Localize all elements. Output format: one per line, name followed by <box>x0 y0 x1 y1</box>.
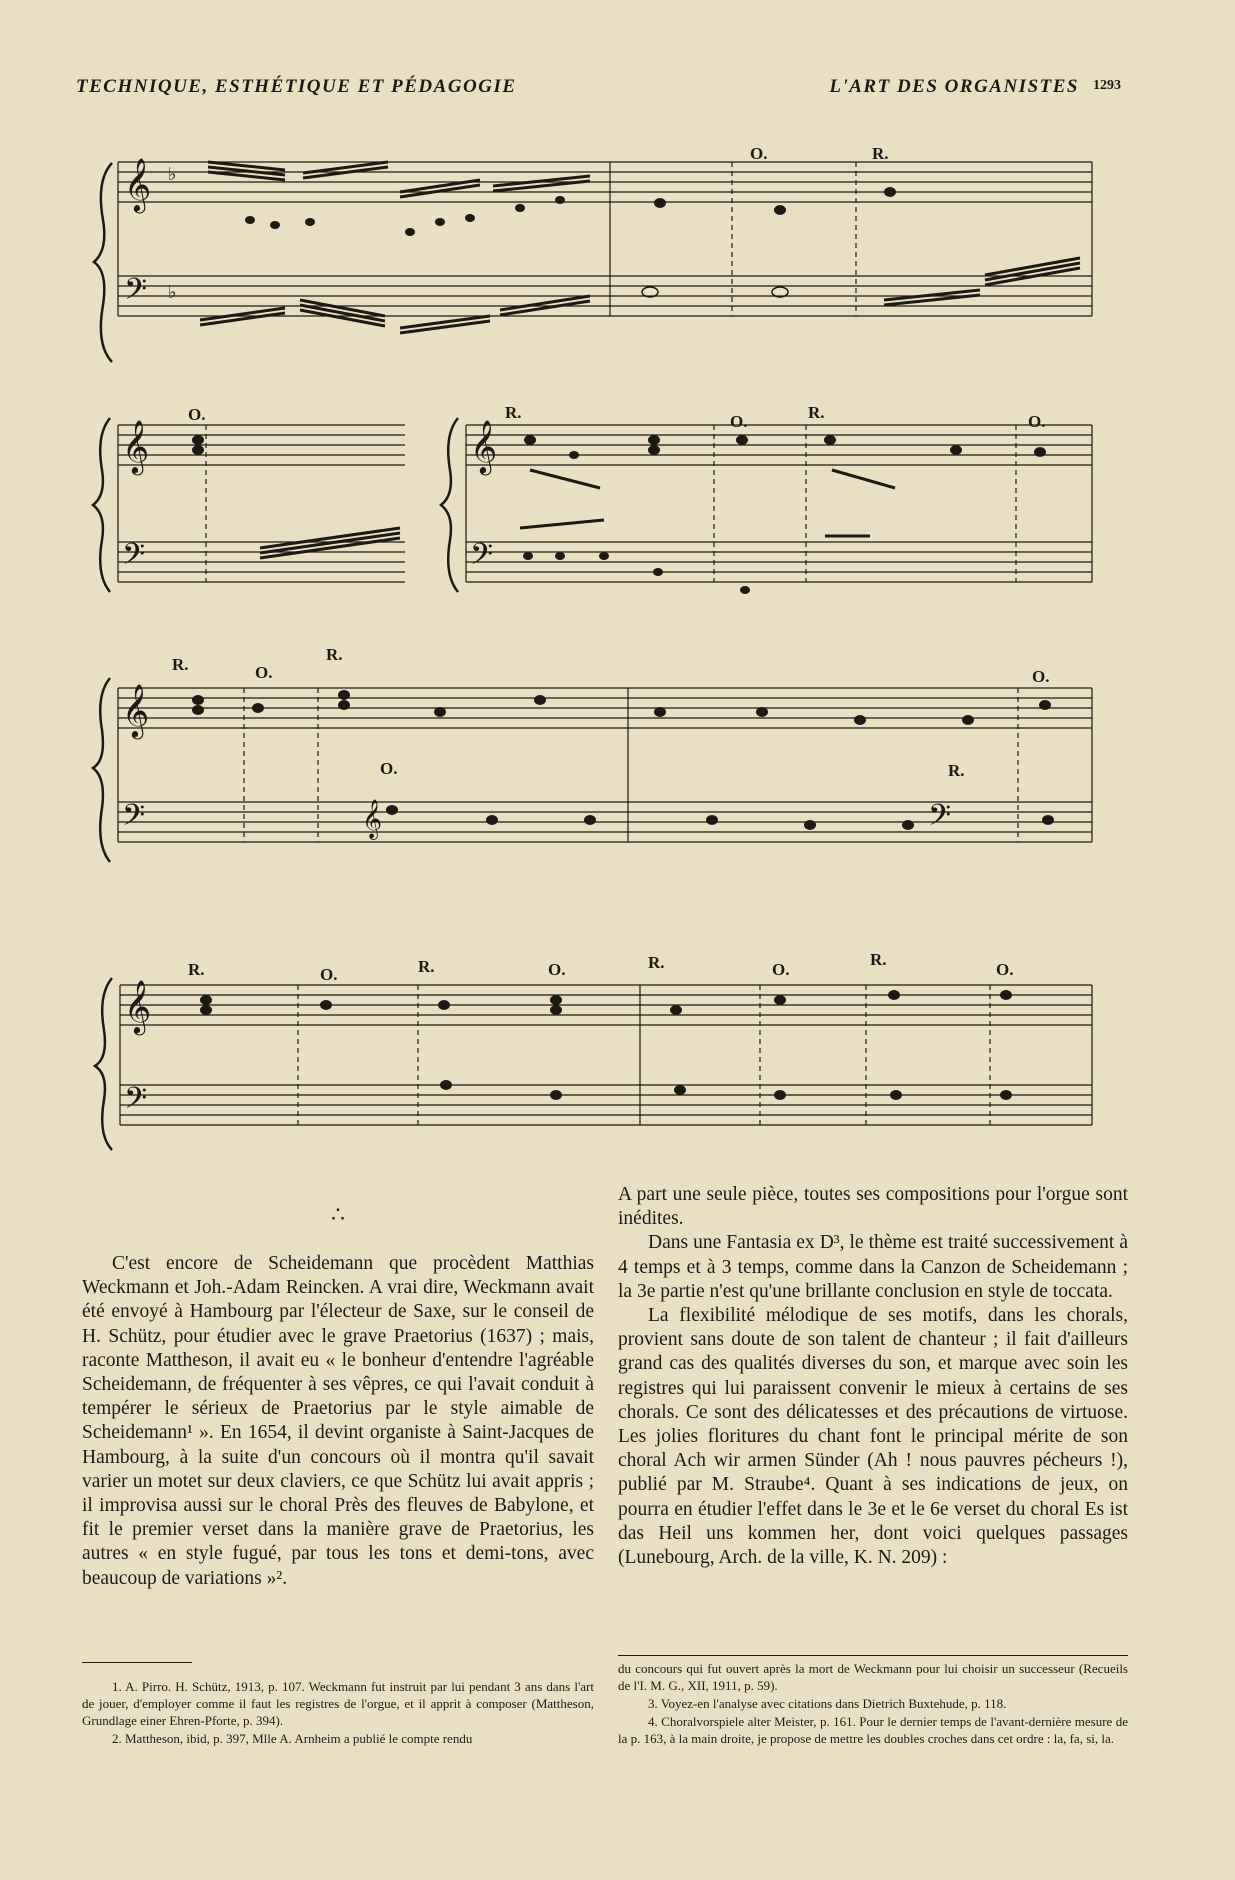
registration-mark: O. <box>320 965 338 984</box>
body-paragraph: La flexibilité mélodique de ses motifs, dans les chorals, provient sans doute de son talent de chanteur ; il fait d'ailleurs grand cas des qualités diverses du son, et marque avec soin les registres qui lui paraissent convenir le mieux à certains de ses chorals. Ce sont des délicatesses et des précautions de virtuose. Les jolies floritures du chant font le principal mérite de son choral Ach wir armen Sünder (Ah ! nous pauvres pécheurs !), publié par M. Straube⁴. Quant à ses indications de jeux, on pourra en étudier l'effet dans le 3e et le 6e verset du choral Es ist das Heil uns kommen her, dont voici quelques passages (Lunebourg, Arch. de la ville, K. N. 209) : <box>618 1305 1128 1569</box>
footnotes-left <box>82 1678 594 1748</box>
svg-text:𝄞: 𝄞 <box>470 421 498 472</box>
registration-mark: R. <box>648 953 665 972</box>
registration-mark: R. <box>505 403 522 422</box>
registration-mark: R. <box>188 960 205 979</box>
svg-text:♭: ♭ <box>168 282 177 302</box>
page-number: 1293 <box>1093 78 1121 93</box>
registration-mark: R. <box>326 645 343 664</box>
registration-mark: O. <box>996 960 1014 979</box>
registration-mark: O. <box>750 144 768 163</box>
registration-mark: O. <box>1028 412 1046 431</box>
svg-text:𝄢: 𝄢 <box>124 1082 148 1122</box>
body-paragraph: A part une seule pièce, toutes ses compositions pour l'orgue sont inédites. <box>618 1184 1128 1230</box>
registration-mark: O. <box>188 405 206 424</box>
svg-text:𝄢: 𝄢 <box>122 799 146 839</box>
right-column <box>618 1183 1128 1570</box>
svg-text:𝄞: 𝄞 <box>362 801 383 838</box>
svg-text:𝄞: 𝄞 <box>122 685 150 736</box>
svg-text:𝄞: 𝄞 <box>124 159 152 210</box>
header-book-title: L'ART DES ORGANISTES <box>829 76 1079 97</box>
registration-mark: R. <box>418 957 435 976</box>
footnote: 1. A. Pirro. H. Schütz, 1913, p. 107. Weckmann fut instruit par lui pendant 3 ans dans l'art de jouer, d'employer comme il faut les registres de l'orgue, et il apprit à composer (Mattheson, Grundlage einer Ehren-Pforte, p. 394). <box>82 1679 594 1728</box>
registration-mark: O. <box>380 759 398 778</box>
registration-mark: O. <box>1032 667 1050 686</box>
registration-mark: R. <box>872 144 889 163</box>
footnote: 3. Voyez-en l'analyse avec citations dans Dietrich Buxtehude, p. 118. <box>648 1696 1007 1711</box>
header-section-title: TECHNIQUE, ESTHÉTIQUE ET PÉDAGOGIE <box>76 76 517 97</box>
registration-mark: O. <box>772 960 790 979</box>
registration-mark: R. <box>172 655 189 674</box>
registration-mark: O. <box>548 960 566 979</box>
svg-text:♭: ♭ <box>168 164 177 184</box>
footnotes-right <box>618 1660 1128 1748</box>
svg-text:𝄢: 𝄢 <box>124 273 148 313</box>
svg-text:𝄞: 𝄞 <box>124 981 152 1032</box>
footnote-divider <box>82 1662 192 1663</box>
registration-mark: O. <box>255 663 273 682</box>
body-paragraph: Dans une Fantasia ex D³, le thème est traité successivement à 4 temps et à 3 temps, comme dans la Canzon de Scheidemann ; la 3e partie n'est qu'une brillante conclusion en style de toccata. <box>618 1232 1128 1302</box>
left-column <box>82 1252 594 1591</box>
registration-mark: R. <box>808 403 825 422</box>
footnote: 2. Mattheson, ibid, p. 397, Mlle A. Arnheim a publié le compte rendu <box>112 1731 473 1746</box>
svg-text:𝄢: 𝄢 <box>470 538 494 578</box>
svg-text:𝄢: 𝄢 <box>928 799 952 839</box>
score-system-2 <box>93 403 1092 594</box>
footnote: du concours qui fut ouvert après la mort de Weckmann pour lui choisir un successeur (Recueils de l'I. M. G., XII, 1911, p. 59). <box>618 1661 1128 1693</box>
score-system-4 <box>95 950 1092 1150</box>
svg-text:𝄢: 𝄢 <box>122 538 146 578</box>
score-system-3 <box>93 645 1092 862</box>
body-paragraph: C'est encore de Scheidemann que procèdent Matthias Weckmann et Joh.-Adam Reincken. A vrai dire, Weckmann avait été envoyé à Hambourg par l'électeur de Saxe, sur le conseil de H. Schütz, pour étudier avec le grave Praetorius (1637) ; mais, raconte Mattheson, il avait eu « le bonheur d'entendre l'agréable Scheidemann, de fréquenter à ses vêpres, ce qui l'avait conduit à tempérer le sérieux de Praetorius par le style aimable de Scheidemann¹ ». En 1654, il devint organiste à Saint-Jacques de Hambourg, à la suite d'un concours où il montra qu'il savait varier un motet sur deux claviers, ce que Schütz lui avait appris ; il improvisa aussi sur le choral Près des fleuves de Babylone, et fit le premier verset dans la manière grave de Praetorius, les autres « en style fugué, par tous les tons et demi-tons, avec beaucoup de variations »². <box>82 1253 594 1589</box>
footnote: 4. Choralvorspiele alter Meister, p. 161. Pour le dernier temps de l'avant-dernière mesure de la p. 163, à la main droite, je propose de mettre les doubles croches dans cet ordre : la, fa, si, la. <box>618 1714 1128 1746</box>
score-system-1 <box>94 144 1092 362</box>
registration-mark: R. <box>870 950 887 969</box>
footnote-divider <box>618 1655 1128 1656</box>
section-separator: ∴ <box>331 1202 345 1227</box>
registration-mark: O. <box>730 412 748 431</box>
svg-text:𝄞: 𝄞 <box>122 421 150 472</box>
registration-mark: R. <box>948 761 965 780</box>
